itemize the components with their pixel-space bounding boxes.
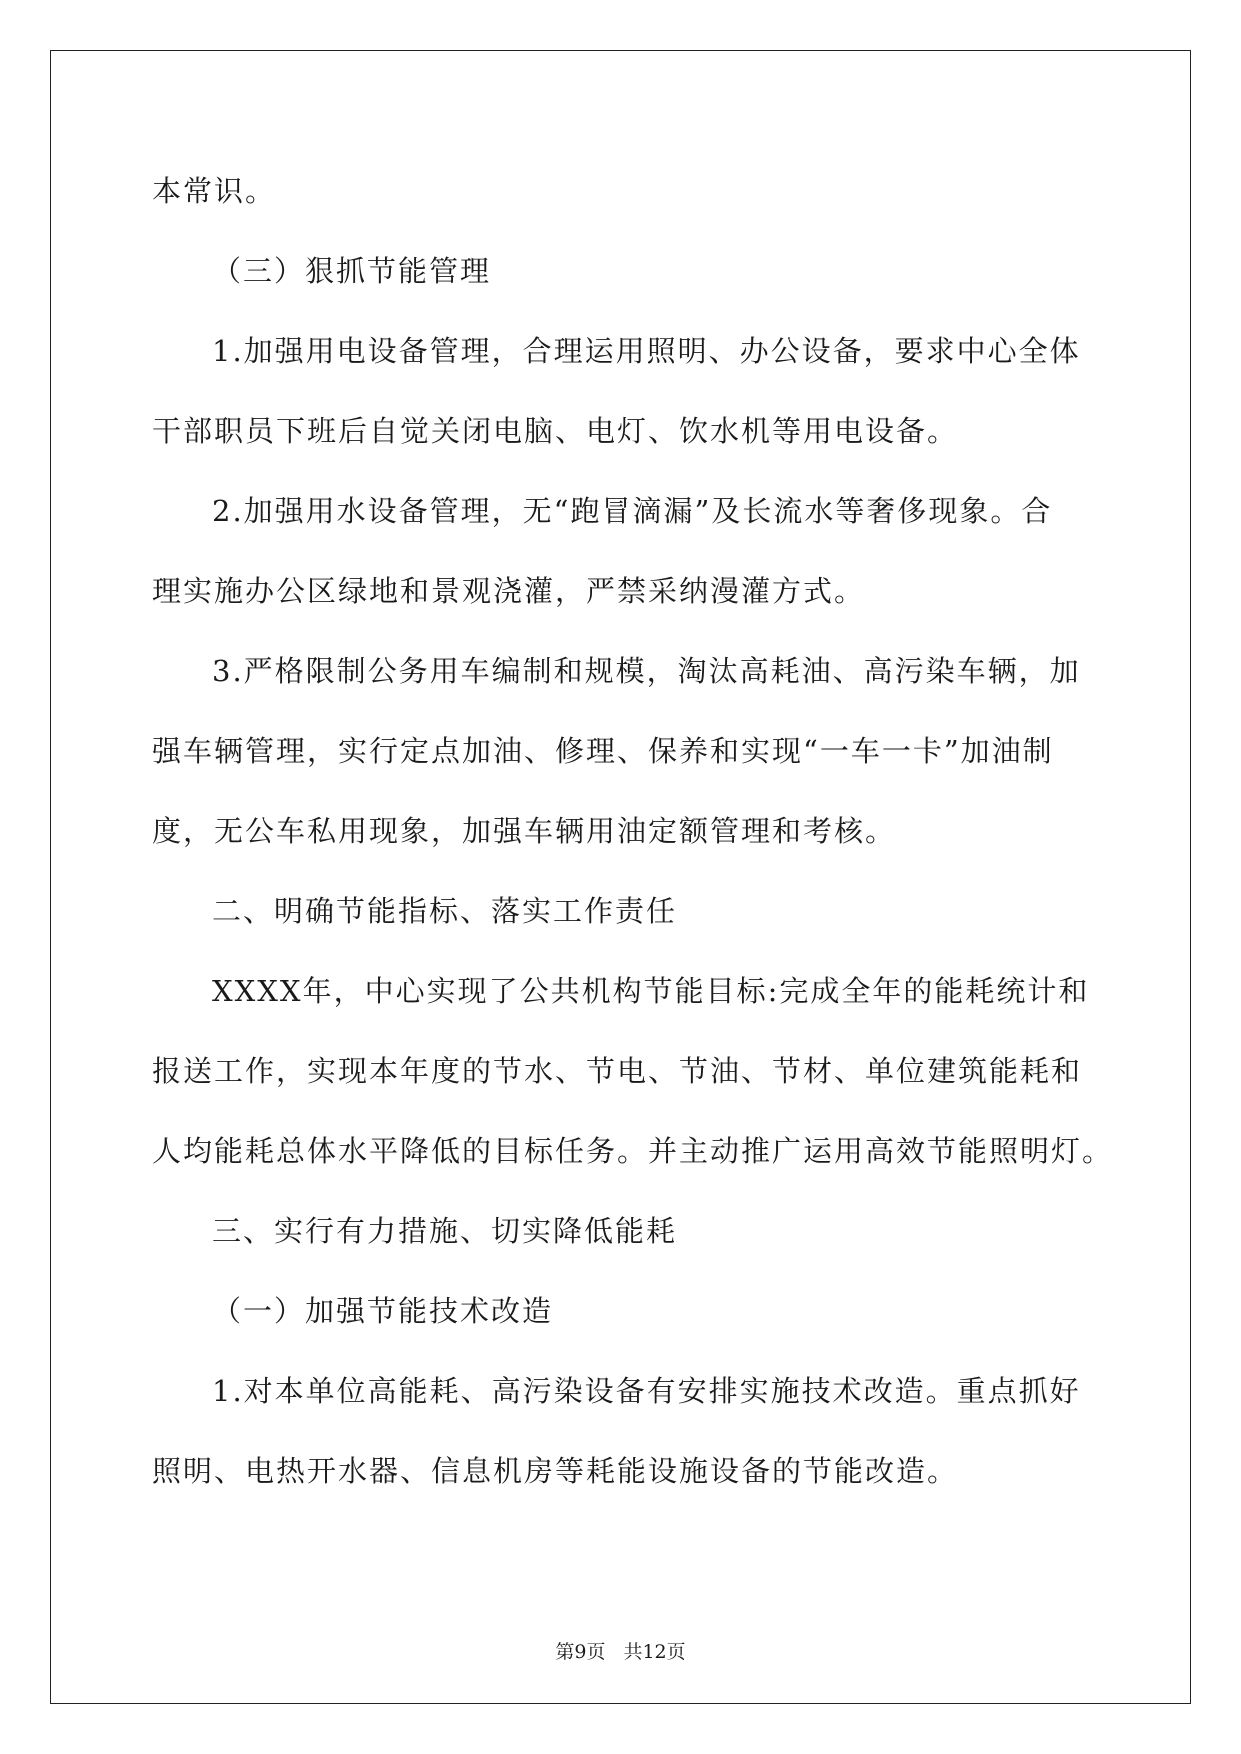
section-heading: （三）狠抓节能管理 (212, 254, 492, 288)
text-line: XXXX年，中心实现了公共机构节能目标:完成全年的能耗统计和 (212, 974, 1090, 1008)
text-line: 度，无公车私用现象，加强车辆用油定额管理和考核。 (152, 814, 897, 848)
text-line: 3.严格限制公务用车编制和规模，淘汰高耗油、高污染车辆，加 (212, 654, 1081, 688)
text-line: 1.加强用电设备管理，合理运用照明、办公设备，要求中心全体 (212, 334, 1081, 368)
text-line: 1.对本单位高能耗、高污染设备有安排实施技术改造。重点抓好 (212, 1374, 1081, 1408)
section-heading: 三、实行有力措施、切实降低能耗 (212, 1214, 678, 1248)
text-line: 强车辆管理，实行定点加油、修理、保养和实现“一车一卡”加油制 (152, 734, 1054, 768)
section-heading: （一）加强节能技术改造 (212, 1294, 554, 1328)
text-line: 照明、电热开水器、信息机房等耗能设施设备的节能改造。 (152, 1454, 959, 1488)
text-line: 干部职员下班后自觉关闭电脑、电灯、饮水机等用电设备。 (152, 414, 959, 448)
text-line: 理实施办公区绿地和景观浇灌，严禁采纳漫灌方式。 (152, 574, 866, 608)
page-number: 第9页 (555, 1641, 606, 1663)
text-line: 2.加强用水设备管理，无“跑冒滴漏”及长流水等奢侈现象。合 (212, 494, 1053, 528)
section-heading: 二、明确节能指标、落实工作责任 (212, 894, 678, 928)
text-line: 本常识。 (152, 174, 277, 208)
text-line: 报送工作，实现本年度的节水、节电、节油、节材、单位建筑能耗和 (152, 1054, 1083, 1088)
page-total: 共12页 (623, 1641, 686, 1663)
page-footer (0, 1640, 1241, 1664)
text-line: 人均能耗总体水平降低的目标任务。并主动推广运用高效节能照明灯。 (152, 1134, 1114, 1168)
